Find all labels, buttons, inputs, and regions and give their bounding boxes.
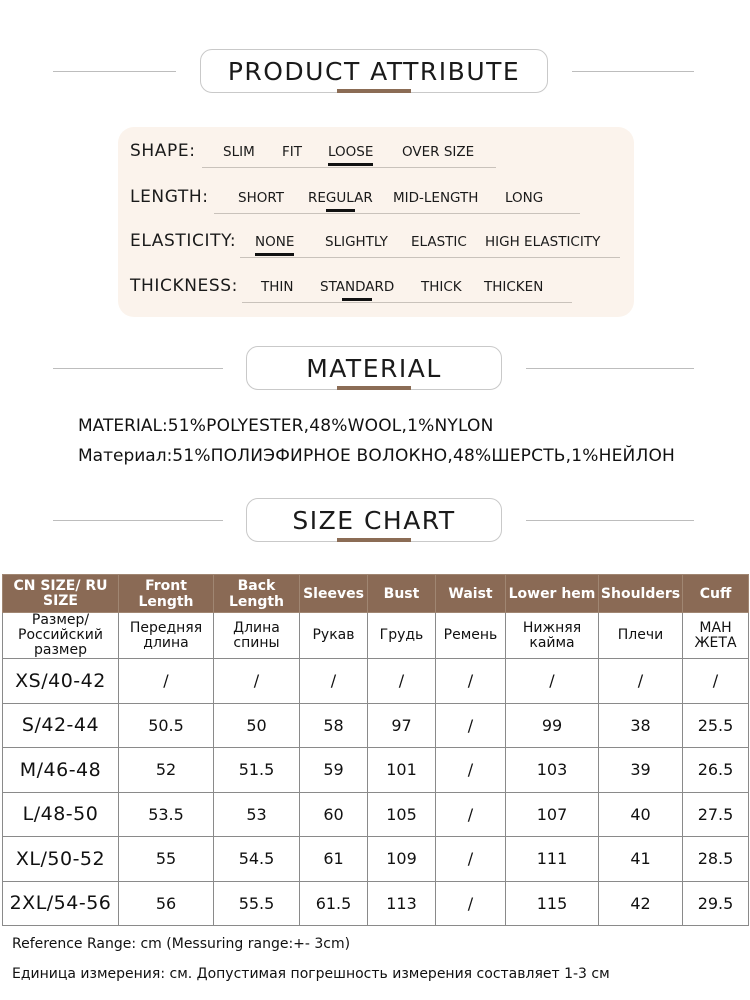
- attribute-row-thickness: [130, 276, 630, 306]
- table-cell: 26.5: [683, 748, 749, 793]
- table-cell: /: [119, 659, 214, 704]
- table-cell: 109: [368, 837, 436, 882]
- table-cell: 58: [300, 703, 368, 748]
- header-cell: Грудь: [368, 613, 436, 659]
- title-underline: [337, 89, 411, 93]
- header-cell: Ремень: [436, 613, 506, 659]
- header-cell: Waist: [436, 575, 506, 613]
- divider-line: [526, 520, 694, 521]
- section-title: SIZE CHART: [292, 505, 456, 535]
- title-underline: [337, 538, 411, 542]
- table-cell: /: [436, 837, 506, 882]
- option-loose-selected: LOOSE: [328, 144, 373, 160]
- section-title-pill: [200, 49, 548, 93]
- table-cell: 103: [506, 748, 599, 793]
- divider-line: [53, 368, 223, 369]
- material-value: 51%ПОЛИЭФИРНОЕ ВОЛОКНО,48%ШЕРСТЬ,1%НЕЙЛОН: [172, 446, 676, 466]
- table-cell: 56: [119, 881, 214, 926]
- material-line-en: [78, 416, 494, 436]
- size-cell: XS/40-42: [3, 659, 119, 704]
- option-slightly: SLIGHTLY: [325, 234, 388, 250]
- table-cell: 59: [300, 748, 368, 793]
- selected-mark: [255, 253, 294, 256]
- table-cell: 53: [214, 792, 300, 837]
- table-cell: /: [214, 659, 300, 704]
- table-cell: 99: [506, 703, 599, 748]
- table-row: [3, 659, 749, 704]
- size-cell: M/46-48: [3, 748, 119, 793]
- section-title: PRODUCT ATTRIBUTE: [227, 56, 521, 86]
- selected-mark: [326, 209, 355, 212]
- table-cell: 61: [300, 837, 368, 882]
- option-standard-selected: STANDARD: [320, 279, 394, 295]
- header-cell: Cuff: [683, 575, 749, 613]
- table-cell: /: [506, 659, 599, 704]
- option-over-size: OVER SIZE: [402, 144, 475, 160]
- divider-line: [53, 520, 223, 521]
- section-title: MATERIAL: [306, 353, 442, 383]
- header-cell: Плечи: [599, 613, 683, 659]
- table-cell: 25.5: [683, 703, 749, 748]
- table-cell: 50.5: [119, 703, 214, 748]
- material-label: Материал:: [78, 446, 173, 466]
- header-cell: Bust: [368, 575, 436, 613]
- option-short: SHORT: [238, 190, 284, 206]
- divider-line: [526, 368, 694, 369]
- option-fit: FIT: [282, 144, 302, 160]
- attribute-label: THICKNESS:: [130, 276, 238, 296]
- table-cell: 40: [599, 792, 683, 837]
- table-cell: 53.5: [119, 792, 214, 837]
- table-cell: /: [683, 659, 749, 704]
- table-cell: /: [436, 659, 506, 704]
- header-cell: Shoulders: [599, 575, 683, 613]
- attribute-line: [214, 213, 580, 214]
- table-cell: 107: [506, 792, 599, 837]
- table-cell: /: [368, 659, 436, 704]
- table-cell: 41: [599, 837, 683, 882]
- option-long: LONG: [505, 190, 544, 206]
- table-row: [3, 703, 749, 748]
- header-cell: Front Length: [119, 575, 214, 613]
- option-regular-selected: REGULAR: [308, 190, 373, 206]
- material-header: [0, 346, 750, 392]
- header-row-ru: [3, 613, 749, 659]
- option-none-selected: NONE: [255, 234, 294, 250]
- table-cell: /: [300, 659, 368, 704]
- header-cell: Размер/ Российский размер: [3, 613, 119, 659]
- material-line-ru: [78, 446, 675, 466]
- table-cell: 52: [119, 748, 214, 793]
- header-cell: Back Length: [214, 575, 300, 613]
- option-mid-length: MID-LENGTH: [393, 190, 479, 206]
- table-row: [3, 748, 749, 793]
- table-cell: 111: [506, 837, 599, 882]
- table-cell: 29.5: [683, 881, 749, 926]
- table-row: [3, 881, 749, 926]
- option-slim: SLIM: [223, 144, 255, 160]
- option-thin: THIN: [261, 279, 294, 295]
- divider-line: [572, 71, 694, 72]
- attribute-row-length: [130, 187, 630, 217]
- section-title-pill: [246, 498, 502, 542]
- header-cell: Sleeves: [300, 575, 368, 613]
- table-cell: /: [599, 659, 683, 704]
- size-chart-table: [2, 574, 749, 926]
- table-row: [3, 792, 749, 837]
- table-cell: /: [436, 748, 506, 793]
- attribute-label: ELASTICITY:: [130, 231, 237, 251]
- header-cell: CN SIZE/ RU SIZE: [3, 575, 119, 613]
- table-cell: 38: [599, 703, 683, 748]
- option-high-elasticity: HIGH ELASTICITY: [485, 234, 601, 250]
- attribute-line: [242, 302, 572, 303]
- reference-note-en: Reference Range: cm (Messuring range:+- 3cm): [12, 936, 351, 952]
- attribute-row-elasticity: [130, 231, 630, 261]
- header-cell: Рукав: [300, 613, 368, 659]
- section-title-pill: [246, 346, 502, 390]
- option-elastic: ELASTIC: [411, 234, 467, 250]
- header-cell: Lower hem: [506, 575, 599, 613]
- selected-mark: [342, 298, 372, 301]
- table-cell: /: [436, 703, 506, 748]
- option-thicken: THICKEN: [484, 279, 544, 295]
- table-cell: 55: [119, 837, 214, 882]
- attribute-panel: [118, 127, 634, 317]
- material-value: 51%POLYESTER,48%WOOL,1%NYLON: [167, 416, 494, 436]
- reference-note-ru: Единица измерения: см. Допустимая погрешность измерения составляет 1-3 см: [12, 966, 610, 982]
- table-cell: 101: [368, 748, 436, 793]
- table-cell: 115: [506, 881, 599, 926]
- table-cell: /: [436, 881, 506, 926]
- header-cell: Нижняя кайма: [506, 613, 599, 659]
- attribute-row-shape: [130, 141, 630, 171]
- table-cell: 105: [368, 792, 436, 837]
- table-cell: 55.5: [214, 881, 300, 926]
- selected-mark: [328, 163, 373, 166]
- table-cell: 42: [599, 881, 683, 926]
- attribute-label: SHAPE:: [130, 141, 196, 161]
- material-label: MATERIAL:: [78, 416, 168, 436]
- attribute-label: LENGTH:: [130, 187, 209, 207]
- attribute-line: [240, 257, 620, 258]
- table-cell: /: [436, 792, 506, 837]
- header-cell: Длина спины: [214, 613, 300, 659]
- table-cell: 60: [300, 792, 368, 837]
- size-cell: XL/50-52: [3, 837, 119, 882]
- table-cell: 27.5: [683, 792, 749, 837]
- table-cell: 54.5: [214, 837, 300, 882]
- size-chart-header: [0, 498, 750, 544]
- table-cell: 28.5: [683, 837, 749, 882]
- attribute-line: [202, 167, 496, 168]
- divider-line: [53, 71, 176, 72]
- table-cell: 113: [368, 881, 436, 926]
- table-row: [3, 837, 749, 882]
- table-cell: 50: [214, 703, 300, 748]
- option-thick: THICK: [421, 279, 462, 295]
- table-cell: 39: [599, 748, 683, 793]
- header-cell: Передняя длина: [119, 613, 214, 659]
- header-cell: МАН ЖЕТА: [683, 613, 749, 659]
- header-row-en: [3, 575, 749, 613]
- product-attribute-header: [0, 49, 750, 95]
- table-cell: 51.5: [214, 748, 300, 793]
- title-underline: [337, 386, 411, 390]
- table-cell: 97: [368, 703, 436, 748]
- size-cell: S/42-44: [3, 703, 119, 748]
- size-cell: L/48-50: [3, 792, 119, 837]
- size-cell: 2XL/54-56: [3, 881, 119, 926]
- table-cell: 61.5: [300, 881, 368, 926]
